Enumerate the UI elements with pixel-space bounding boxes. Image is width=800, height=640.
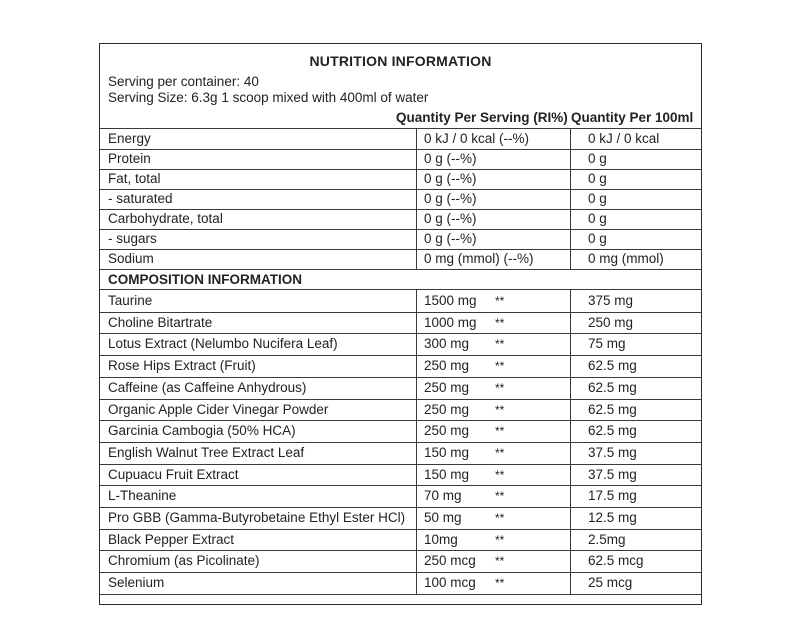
nutrition-panel — [99, 43, 702, 605]
ri-marker: ** — [495, 294, 505, 308]
per-serving-value: 250 mg — [424, 379, 470, 395]
ri-marker: ** — [495, 424, 505, 439]
ri-marker: ** — [495, 489, 505, 504]
row-divider — [100, 229, 701, 230]
per-serving-value: 250 mg — [424, 358, 470, 374]
nutrient-name: - saturated — [108, 191, 173, 206]
per-serving-value: 0 g (--%) — [424, 191, 477, 206]
per-100ml-value: 17.5 mg — [588, 488, 637, 504]
ri-marker: ** — [495, 402, 505, 417]
per-serving-value: 10mg — [424, 531, 458, 547]
ri-marker: ** — [495, 511, 505, 525]
ingredient-name: Rose Hips Extract (Fruit) — [108, 358, 256, 374]
per-100ml-value: 375 mg — [588, 293, 634, 308]
per-100ml-value: 0 g — [588, 171, 607, 186]
per-100ml-value: 62.5 mg — [588, 358, 637, 374]
per-100ml-value: 62.5 mg — [588, 401, 637, 417]
row-divider — [100, 572, 701, 573]
row-divider — [100, 485, 701, 486]
ingredient-name: Black Pepper Extract — [108, 531, 235, 547]
nutrient-name: Sodium — [108, 251, 154, 266]
per-serving-value: 0 g (--%) — [424, 171, 477, 186]
column-divider — [416, 128, 417, 269]
per-100ml-value: 62.5 mg — [588, 423, 637, 439]
serving-per-container: Serving per container: 40 — [108, 74, 259, 89]
per-serving-value: 250 mcg — [424, 553, 476, 569]
row-divider — [100, 594, 701, 595]
row-divider — [100, 149, 701, 150]
column-divider — [570, 128, 571, 269]
nutrient-name: Carbohydrate, total — [108, 211, 223, 226]
per-100ml-value: 12.5 mg — [588, 510, 637, 525]
row-divider — [100, 420, 701, 421]
nutrient-name: Energy — [108, 131, 151, 146]
per-serving-value: 0 g (--%) — [424, 231, 477, 246]
row-divider — [100, 333, 701, 334]
per-serving-value: 50 mg — [424, 510, 462, 525]
row-divider — [100, 550, 701, 551]
ingredient-name: Organic Apple Cider Vinegar Powder — [108, 401, 329, 417]
ingredient-name: Choline Bitartrate — [108, 314, 213, 330]
ri-marker: ** — [495, 554, 505, 569]
per-100ml-value: 0 g — [588, 191, 607, 206]
row-divider — [100, 289, 701, 290]
per-100ml-value: 75 mg — [588, 336, 626, 352]
row-divider — [100, 529, 701, 530]
ri-marker: ** — [495, 315, 505, 330]
per-serving-value: 0 g (--%) — [424, 211, 477, 226]
per-serving-value: 1500 mg — [424, 293, 477, 308]
composition-title: COMPOSITION INFORMATION — [108, 272, 302, 287]
serving-info — [108, 74, 428, 106]
per-100ml-value: 250 mg — [588, 314, 634, 330]
per-serving-value: 100 mcg — [424, 575, 476, 591]
ri-marker: ** — [495, 445, 505, 460]
row-divider — [100, 249, 701, 250]
row-divider — [100, 355, 701, 356]
per-100ml-value: 25 mcg — [588, 575, 633, 591]
per-100ml-value: 0 g — [588, 151, 607, 166]
ri-marker: ** — [495, 576, 505, 591]
row-divider — [100, 507, 701, 508]
row-divider — [100, 189, 701, 190]
ri-marker: ** — [495, 532, 505, 547]
per-100ml-value: 0 g — [588, 231, 607, 246]
ri-marker: ** — [495, 380, 505, 395]
ingredient-name: Selenium — [108, 575, 165, 591]
row-divider — [100, 312, 701, 313]
per-serving-value: 250 mg — [424, 401, 470, 417]
ingredient-name: Pro GBB (Gamma-Butyrobetaine Ethyl Ester HCl) — [108, 510, 406, 525]
row-divider — [100, 399, 701, 400]
per-serving-value: 70 mg — [424, 488, 462, 504]
per-serving-value: 150 mg — [424, 444, 470, 460]
per-100ml-value: 37.5 mg — [588, 444, 637, 460]
per-serving-value: 1000 mg — [424, 314, 477, 330]
per-100ml-value: 0 g — [588, 211, 607, 226]
per-serving-value: 150 mg — [424, 466, 470, 482]
nutrient-name: - sugars — [108, 231, 157, 246]
header-per-serving: Quantity Per Serving (RI%) — [396, 110, 568, 125]
serving-size: Serving Size: 6.3g 1 scoop mixed with 400ml of water — [108, 90, 429, 105]
ingredient-name: Caffeine (as Caffeine Anhydrous) — [108, 379, 307, 395]
header-per-100ml: Quantity Per 100ml — [571, 110, 694, 125]
ingredient-name: Lotus Extract (Nelumbo Nucifera Leaf) — [108, 336, 338, 352]
nutrient-name: Fat, total — [108, 171, 161, 186]
column-divider — [570, 289, 571, 594]
per-serving-value: 0 kJ / 0 kcal (--%) — [424, 131, 530, 146]
ingredient-name: Cupuacu Fruit Extract — [108, 466, 239, 482]
per-serving-value: 250 mg — [424, 423, 470, 439]
per-100ml-value: 62.5 mcg — [588, 553, 644, 569]
nutrient-name: Protein — [108, 151, 151, 166]
row-divider — [100, 464, 701, 465]
per-100ml-value: 62.5 mg — [588, 379, 637, 395]
ingredient-name: Garcinia Cambogia (50% HCA) — [108, 423, 296, 439]
ri-marker: ** — [495, 467, 505, 482]
per-100ml-value: 2.5mg — [588, 531, 626, 547]
ingredient-name: L-Theanine — [108, 488, 177, 504]
row-divider — [100, 128, 701, 129]
row-divider — [100, 209, 701, 210]
ri-marker: ** — [495, 337, 505, 352]
per-100ml-value: 0 mg (mmol) — [588, 251, 664, 266]
ri-marker: ** — [495, 359, 505, 374]
ingredient-name: English Walnut Tree Extract Leaf — [108, 444, 305, 460]
per-serving-value: 300 mg — [424, 336, 470, 352]
column-divider — [416, 289, 417, 594]
ingredient-name: Chromium (as Picolinate) — [108, 553, 260, 569]
row-divider — [100, 269, 701, 270]
per-100ml-value: 37.5 mg — [588, 466, 637, 482]
ingredient-name: Taurine — [108, 293, 153, 308]
per-100ml-value: 0 kJ / 0 kcal — [588, 131, 660, 146]
row-divider — [100, 377, 701, 378]
per-serving-value: 0 mg (mmol) (--%) — [424, 251, 534, 266]
row-divider — [100, 169, 701, 170]
per-serving-value: 0 g (--%) — [424, 151, 477, 166]
row-divider — [100, 442, 701, 443]
panel-title: NUTRITION INFORMATION — [309, 53, 492, 69]
